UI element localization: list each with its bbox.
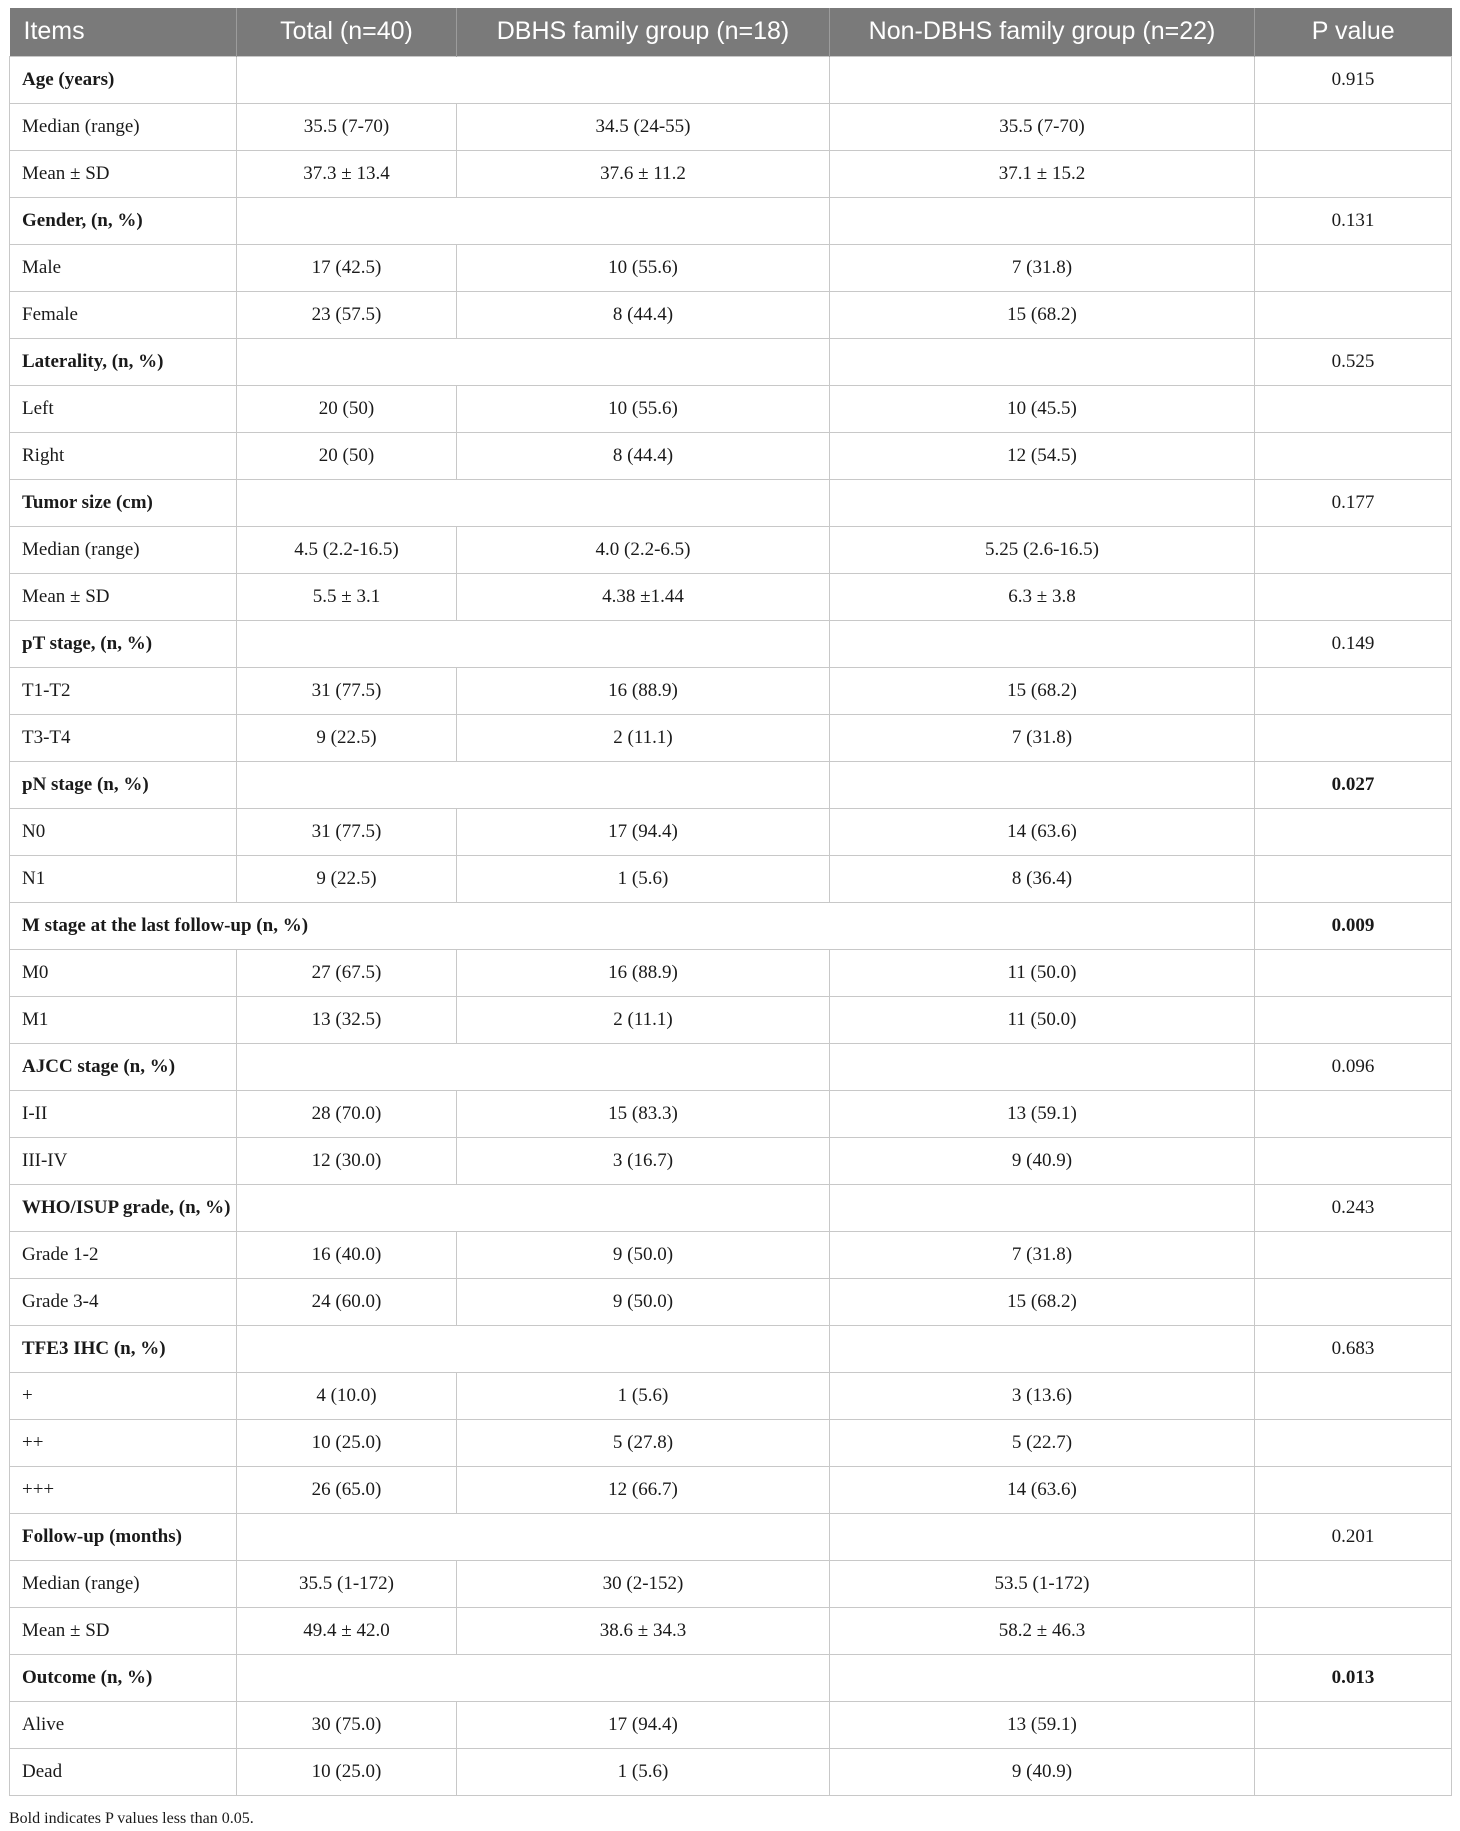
- p-value-cell: 0.201: [1255, 1513, 1452, 1560]
- empty-cell: [237, 1513, 830, 1560]
- section-row: [10, 479, 1452, 526]
- dbhs-cell: 17 (94.4): [457, 1701, 830, 1748]
- non-dbhs-cell: 15 (68.2): [830, 291, 1255, 338]
- p-value-cell: 0.131: [1255, 197, 1452, 244]
- item-label-cell: Female: [10, 291, 237, 338]
- total-cell: 20 (50): [237, 385, 457, 432]
- item-label-cell: Median (range): [10, 103, 237, 150]
- p-value-cell: [1255, 855, 1452, 902]
- empty-cell: [237, 1184, 830, 1231]
- p-value-cell: [1255, 385, 1452, 432]
- table-row: [10, 1748, 1452, 1795]
- p-value-cell: [1255, 949, 1452, 996]
- total-cell: 23 (57.5): [237, 291, 457, 338]
- table-row: [10, 432, 1452, 479]
- dbhs-cell: 38.6 ± 34.3: [457, 1607, 830, 1654]
- empty-cell: [237, 1325, 830, 1372]
- non-dbhs-cell: 14 (63.6): [830, 1466, 1255, 1513]
- p-value-cell: [1255, 808, 1452, 855]
- p-value-cell: [1255, 1231, 1452, 1278]
- item-label-cell: Right: [10, 432, 237, 479]
- header-non-dbhs-group: Non-DBHS family group (n=22): [830, 8, 1255, 56]
- empty-cell: [237, 56, 830, 103]
- table-row: [10, 385, 1452, 432]
- table-row: [10, 1466, 1452, 1513]
- total-cell: 5.5 ± 3.1: [237, 573, 457, 620]
- item-label-cell: Mean ± SD: [10, 573, 237, 620]
- table-row: [10, 526, 1452, 573]
- non-dbhs-cell: 5 (22.7): [830, 1419, 1255, 1466]
- p-value-cell: [1255, 103, 1452, 150]
- p-value-cell: [1255, 714, 1452, 761]
- section-row: [10, 1043, 1452, 1090]
- item-label-cell: WHO/ISUP grade, (n, %): [10, 1184, 237, 1231]
- empty-cell: [237, 479, 830, 526]
- item-label-cell: Mean ± SD: [10, 150, 237, 197]
- total-cell: 4.5 (2.2-16.5): [237, 526, 457, 573]
- total-cell: 28 (70.0): [237, 1090, 457, 1137]
- section-row: [10, 761, 1452, 808]
- non-dbhs-cell: 14 (63.6): [830, 808, 1255, 855]
- item-label-cell: Dead: [10, 1748, 237, 1795]
- dbhs-cell: 16 (88.9): [457, 667, 830, 714]
- p-value-cell: 0.683: [1255, 1325, 1452, 1372]
- dbhs-cell: 3 (16.7): [457, 1137, 830, 1184]
- non-dbhs-cell: 58.2 ± 46.3: [830, 1607, 1255, 1654]
- p-value-cell: 0.525: [1255, 338, 1452, 385]
- p-value-cell: 0.027: [1255, 761, 1452, 808]
- section-row: [10, 1654, 1452, 1701]
- dbhs-cell: 8 (44.4): [457, 291, 830, 338]
- dbhs-cell: 10 (55.6): [457, 244, 830, 291]
- section-row: [10, 620, 1452, 667]
- empty-cell: [830, 197, 1255, 244]
- section-row: [10, 56, 1452, 103]
- item-label-cell: Left: [10, 385, 237, 432]
- non-dbhs-cell: 5.25 (2.6-16.5): [830, 526, 1255, 573]
- dbhs-cell: 9 (50.0): [457, 1231, 830, 1278]
- header-items: Items: [10, 8, 237, 56]
- p-value-cell: 0.096: [1255, 1043, 1452, 1090]
- header-row: [10, 8, 1452, 56]
- total-cell: 10 (25.0): [237, 1419, 457, 1466]
- total-cell: 49.4 ± 42.0: [237, 1607, 457, 1654]
- p-value-cell: 0.177: [1255, 479, 1452, 526]
- p-value-cell: [1255, 667, 1452, 714]
- item-label-cell: +: [10, 1372, 237, 1419]
- table-row: [10, 1560, 1452, 1607]
- empty-cell: [830, 1654, 1255, 1701]
- dbhs-cell: 8 (44.4): [457, 432, 830, 479]
- table-row: [10, 1090, 1452, 1137]
- item-label-cell: Male: [10, 244, 237, 291]
- dbhs-cell: 2 (11.1): [457, 714, 830, 761]
- header-p-value: P value: [1255, 8, 1452, 56]
- total-cell: 31 (77.5): [237, 808, 457, 855]
- p-value-cell: [1255, 150, 1452, 197]
- table-row: [10, 1231, 1452, 1278]
- empty-cell: [830, 620, 1255, 667]
- non-dbhs-cell: 15 (68.2): [830, 667, 1255, 714]
- table-row: [10, 1419, 1452, 1466]
- section-row: [10, 1325, 1452, 1372]
- dbhs-cell: 9 (50.0): [457, 1278, 830, 1325]
- item-label-cell: Gender, (n, %): [10, 197, 237, 244]
- empty-cell: [830, 338, 1255, 385]
- empty-cell: [830, 1184, 1255, 1231]
- table-row: [10, 291, 1452, 338]
- empty-cell: [830, 479, 1255, 526]
- dbhs-cell: 4.38 ±1.44: [457, 573, 830, 620]
- total-cell: 13 (32.5): [237, 996, 457, 1043]
- p-value-cell: [1255, 526, 1452, 573]
- p-value-cell: 0.915: [1255, 56, 1452, 103]
- non-dbhs-cell: 10 (45.5): [830, 385, 1255, 432]
- item-label-cell: AJCC stage (n, %): [10, 1043, 237, 1090]
- empty-cell: [237, 197, 830, 244]
- characteristics-table: [9, 8, 1452, 1796]
- empty-cell: [237, 1654, 830, 1701]
- p-value-cell: [1255, 1090, 1452, 1137]
- non-dbhs-cell: 12 (54.5): [830, 432, 1255, 479]
- section-row: [10, 197, 1452, 244]
- item-label-cell: Mean ± SD: [10, 1607, 237, 1654]
- section-row: [10, 338, 1452, 385]
- total-cell: 27 (67.5): [237, 949, 457, 996]
- non-dbhs-cell: 9 (40.9): [830, 1137, 1255, 1184]
- table-header: [10, 8, 1452, 56]
- total-cell: 31 (77.5): [237, 667, 457, 714]
- dbhs-cell: 30 (2-152): [457, 1560, 830, 1607]
- item-label-cell: Tumor size (cm): [10, 479, 237, 526]
- dbhs-cell: 15 (83.3): [457, 1090, 830, 1137]
- p-value-cell: [1255, 996, 1452, 1043]
- table-row: [10, 808, 1452, 855]
- non-dbhs-cell: 13 (59.1): [830, 1701, 1255, 1748]
- dbhs-cell: 2 (11.1): [457, 996, 830, 1043]
- empty-cell: [237, 620, 830, 667]
- total-cell: 30 (75.0): [237, 1701, 457, 1748]
- p-value-cell: [1255, 1372, 1452, 1419]
- total-cell: 16 (40.0): [237, 1231, 457, 1278]
- item-label-cell: pN stage (n, %): [10, 761, 237, 808]
- item-label-cell: T3-T4: [10, 714, 237, 761]
- table-row: [10, 1372, 1452, 1419]
- p-value-cell: [1255, 1748, 1452, 1795]
- item-label-cell: Grade 1-2: [10, 1231, 237, 1278]
- item-label-cell: N0: [10, 808, 237, 855]
- p-value-cell: 0.243: [1255, 1184, 1452, 1231]
- table-footnote: Bold indicates P values less than 0.05.: [9, 1810, 254, 1827]
- total-cell: 35.5 (1-172): [237, 1560, 457, 1607]
- p-value-cell: [1255, 573, 1452, 620]
- non-dbhs-cell: 11 (50.0): [830, 996, 1255, 1043]
- dbhs-cell: 10 (55.6): [457, 385, 830, 432]
- dbhs-cell: 37.6 ± 11.2: [457, 150, 830, 197]
- item-label-cell: N1: [10, 855, 237, 902]
- non-dbhs-cell: 6.3 ± 3.8: [830, 573, 1255, 620]
- dbhs-cell: 34.5 (24-55): [457, 103, 830, 150]
- p-value-cell: 0.009: [1255, 902, 1452, 949]
- total-cell: 26 (65.0): [237, 1466, 457, 1513]
- item-label-cell: I-II: [10, 1090, 237, 1137]
- dbhs-cell: 17 (94.4): [457, 808, 830, 855]
- p-value-cell: [1255, 1607, 1452, 1654]
- p-value-cell: [1255, 1466, 1452, 1513]
- total-cell: 35.5 (7-70): [237, 103, 457, 150]
- dbhs-cell: 1 (5.6): [457, 1748, 830, 1795]
- non-dbhs-cell: 53.5 (1-172): [830, 1560, 1255, 1607]
- item-label-cell: M0: [10, 949, 237, 996]
- table-row: [10, 1137, 1452, 1184]
- table-row: [10, 996, 1452, 1043]
- total-cell: 17 (42.5): [237, 244, 457, 291]
- item-label-cell: pT stage, (n, %): [10, 620, 237, 667]
- p-value-cell: 0.013: [1255, 1654, 1452, 1701]
- total-cell: 24 (60.0): [237, 1278, 457, 1325]
- non-dbhs-cell: 35.5 (7-70): [830, 103, 1255, 150]
- table-row: [10, 949, 1452, 996]
- item-label-cell: Median (range): [10, 1560, 237, 1607]
- table-row: [10, 855, 1452, 902]
- total-cell: 9 (22.5): [237, 855, 457, 902]
- table-row: [10, 667, 1452, 714]
- item-label-cell: Follow-up (months): [10, 1513, 237, 1560]
- header-total: Total (n=40): [237, 8, 457, 56]
- non-dbhs-cell: 7 (31.8): [830, 244, 1255, 291]
- empty-cell: [237, 1043, 830, 1090]
- p-value-cell: [1255, 1560, 1452, 1607]
- table-row: [10, 244, 1452, 291]
- non-dbhs-cell: 3 (13.6): [830, 1372, 1255, 1419]
- total-cell: 37.3 ± 13.4: [237, 150, 457, 197]
- item-label-cell: Grade 3-4: [10, 1278, 237, 1325]
- table-row: [10, 1278, 1452, 1325]
- non-dbhs-cell: 7 (31.8): [830, 714, 1255, 761]
- section-row: [10, 1184, 1452, 1231]
- dbhs-cell: 1 (5.6): [457, 855, 830, 902]
- p-value-cell: [1255, 291, 1452, 338]
- total-cell: 10 (25.0): [237, 1748, 457, 1795]
- item-label-cell: TFE3 IHC (n, %): [10, 1325, 237, 1372]
- item-label-cell: M stage at the last follow-up (n, %): [10, 902, 1255, 949]
- header-dbhs-group: DBHS family group (n=18): [457, 8, 830, 56]
- dbhs-cell: 16 (88.9): [457, 949, 830, 996]
- non-dbhs-cell: 11 (50.0): [830, 949, 1255, 996]
- empty-cell: [830, 1513, 1255, 1560]
- item-label-cell: Age (years): [10, 56, 237, 103]
- table-body: [10, 56, 1452, 1795]
- item-label-cell: Median (range): [10, 526, 237, 573]
- empty-cell: [830, 761, 1255, 808]
- dbhs-cell: 5 (27.8): [457, 1419, 830, 1466]
- section-row: [10, 902, 1452, 949]
- total-cell: 9 (22.5): [237, 714, 457, 761]
- dbhs-cell: 1 (5.6): [457, 1372, 830, 1419]
- item-label-cell: Alive: [10, 1701, 237, 1748]
- item-label-cell: M1: [10, 996, 237, 1043]
- table-row: [10, 1701, 1452, 1748]
- p-value-cell: [1255, 1701, 1452, 1748]
- p-value-cell: [1255, 1278, 1452, 1325]
- item-label-cell: T1-T2: [10, 667, 237, 714]
- p-value-cell: [1255, 432, 1452, 479]
- p-value-cell: [1255, 1419, 1452, 1466]
- table-container: [9, 8, 1451, 1796]
- dbhs-cell: 4.0 (2.2-6.5): [457, 526, 830, 573]
- item-label-cell: Laterality, (n, %): [10, 338, 237, 385]
- empty-cell: [830, 1325, 1255, 1372]
- non-dbhs-cell: 37.1 ± 15.2: [830, 150, 1255, 197]
- non-dbhs-cell: 13 (59.1): [830, 1090, 1255, 1137]
- non-dbhs-cell: 8 (36.4): [830, 855, 1255, 902]
- item-label-cell: III-IV: [10, 1137, 237, 1184]
- table-row: [10, 150, 1452, 197]
- empty-cell: [237, 761, 830, 808]
- item-label-cell: +++: [10, 1466, 237, 1513]
- p-value-cell: 0.149: [1255, 620, 1452, 667]
- section-row: [10, 1513, 1452, 1560]
- non-dbhs-cell: 15 (68.2): [830, 1278, 1255, 1325]
- empty-cell: [830, 56, 1255, 103]
- item-label-cell: ++: [10, 1419, 237, 1466]
- p-value-cell: [1255, 1137, 1452, 1184]
- empty-cell: [237, 338, 830, 385]
- non-dbhs-cell: 7 (31.8): [830, 1231, 1255, 1278]
- table-row: [10, 1607, 1452, 1654]
- total-cell: 12 (30.0): [237, 1137, 457, 1184]
- non-dbhs-cell: 9 (40.9): [830, 1748, 1255, 1795]
- table-row: [10, 103, 1452, 150]
- table-row: [10, 714, 1452, 761]
- empty-cell: [830, 1043, 1255, 1090]
- table-row: [10, 573, 1452, 620]
- p-value-cell: [1255, 244, 1452, 291]
- dbhs-cell: 12 (66.7): [457, 1466, 830, 1513]
- total-cell: 20 (50): [237, 432, 457, 479]
- total-cell: 4 (10.0): [237, 1372, 457, 1419]
- item-label-cell: Outcome (n, %): [10, 1654, 237, 1701]
